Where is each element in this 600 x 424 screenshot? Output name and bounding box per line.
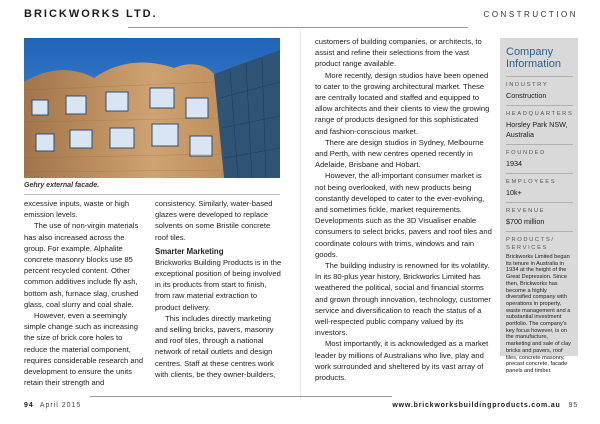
founded-label: FOUNDED [506, 150, 546, 156]
header-rule [128, 27, 468, 28]
folio-left [24, 402, 81, 409]
website-url: www.brickworksbuildingproducts.com.au [392, 402, 561, 409]
paragraph: Brickworks Building Products is in the exceptional position of being involved in its products from start to finish, from raw material extraction to product delivery. [155, 257, 282, 312]
paragraph: customers of building companies, or architects, to assist and refine their selections from the vast product range available. [315, 37, 482, 69]
paragraph: More recently, design studios have been opened to cater to the growing architectural market. These are centrally located and staffed and equipped to allow architects and their clients to view the growing range of products designed for this sophisticated and fashion-conscious market. [315, 70, 490, 136]
paragraph: However, even a seemingly simple change such as increasing the size of brick core holes to reduce the material component, requires considerable research and development to ensure the units retain their strength and [24, 311, 144, 388]
headquarters-value: Horsley Park NSW, Australia [506, 120, 568, 139]
article-column-3 [315, 36, 493, 383]
products-group [506, 231, 573, 375]
photo-caption: Gehry external facade. [24, 182, 100, 189]
revenue-value: $700 million [506, 217, 545, 226]
page-number-left: 94 [24, 402, 34, 409]
building-photo [24, 38, 280, 178]
employees-value: 10k+ [506, 188, 522, 197]
paragraph: excessive inputs, waste or high emission levels. [24, 199, 130, 220]
article-column-1 [24, 198, 146, 388]
sidebar-title: Company Information [506, 46, 562, 70]
footer-rule-right [300, 396, 392, 397]
page-number-right: 95 [568, 402, 578, 409]
products-label: PRODUCTS/ SERVICES [506, 237, 555, 251]
paragraph: There are design studios in Sydney, Melbourne and Perth, with new centres opened recently in Adelaide, Brisbane and Hobart. [315, 137, 484, 170]
paragraph: consistency. Similarly, water-based glazes were developed to replace solvents on some Bristile concrete roof tiles. [155, 199, 273, 242]
founded-value: 1934 [506, 159, 522, 168]
company-info-sidebar [500, 38, 578, 374]
article-column-2 [155, 198, 283, 380]
employees-group [506, 173, 573, 198]
footer-rule-left [90, 396, 300, 397]
paragraph: The building industry is renowned for its volatility. In its 80-plus year history, Brickworks Limited has weathered the political, social and financial storms and grown through innovation, technology, customer service and diversification to reach the status of a well-respected public company valued by its investors. [315, 261, 491, 338]
industry-group [506, 76, 573, 101]
products-value: Brickworks Limited began its tenure in Australia in 1934 at the height of the Great Depression. Since then, Brickworks has become a highly diversified company with operations in property, waste management and a substantial investment portfolio. The company's key focus however, is on the manufacture, marketing and sale of clay bricks and pavers, roof tiles, concrete masonry, precast concrete, facade panels and timber. [506, 254, 571, 374]
section-name: CONSTRUCTION [483, 10, 578, 19]
headquarters-group [506, 105, 573, 140]
employees-label: EMPLOYEES [506, 179, 557, 185]
gehry-building-image [24, 38, 280, 178]
subheading: Smarter Marketing [155, 246, 224, 256]
revenue-label: REVENUE [506, 208, 546, 214]
paragraph: However, the all-important consumer market is not being overlooked, with new products being constantly developed to cater to the ever-evolving, and sometimes fickle, market requirements. Developments such as the 3D Visualiser enable consumers to select bricks, pavers and roof tiles and coordinate colours with trims, windows and rain goods. [315, 171, 492, 259]
paragraph: Most importantly, it is acknowledged as a market leader by millions of Australians who live, play and work surrounded and sheltered by its vast array of products. [315, 339, 489, 383]
brand-name: BRICKWORKS LTD. [24, 8, 158, 20]
paragraph: This includes directly marketing and selling bricks, pavers, masonry and roof tiles, through a national network of retail outlets and design centres. Staff at these centres work with clients, be they owner-builders, [155, 313, 276, 379]
headquarters-label: HEADQUARTERS [506, 111, 574, 117]
issue-date: April 2015 [39, 402, 82, 409]
caption-rule [24, 194, 280, 195]
revenue-group [506, 202, 573, 227]
paragraph: The use of non-virgin materials has also increased across the group. For example, Alphalite concrete masonry blocks use 85 percent recycled content. Other common additives include fly ash, bottom ash, furnace slag, crushed glass, coal slurry and coal shale. [24, 221, 139, 309]
page-header [0, 0, 600, 30]
folio-right [392, 402, 578, 409]
page-gutter [300, 30, 301, 400]
founded-group [506, 144, 573, 169]
industry-label: INDUSTRY [506, 82, 549, 88]
industry-value: Construction [506, 91, 547, 100]
